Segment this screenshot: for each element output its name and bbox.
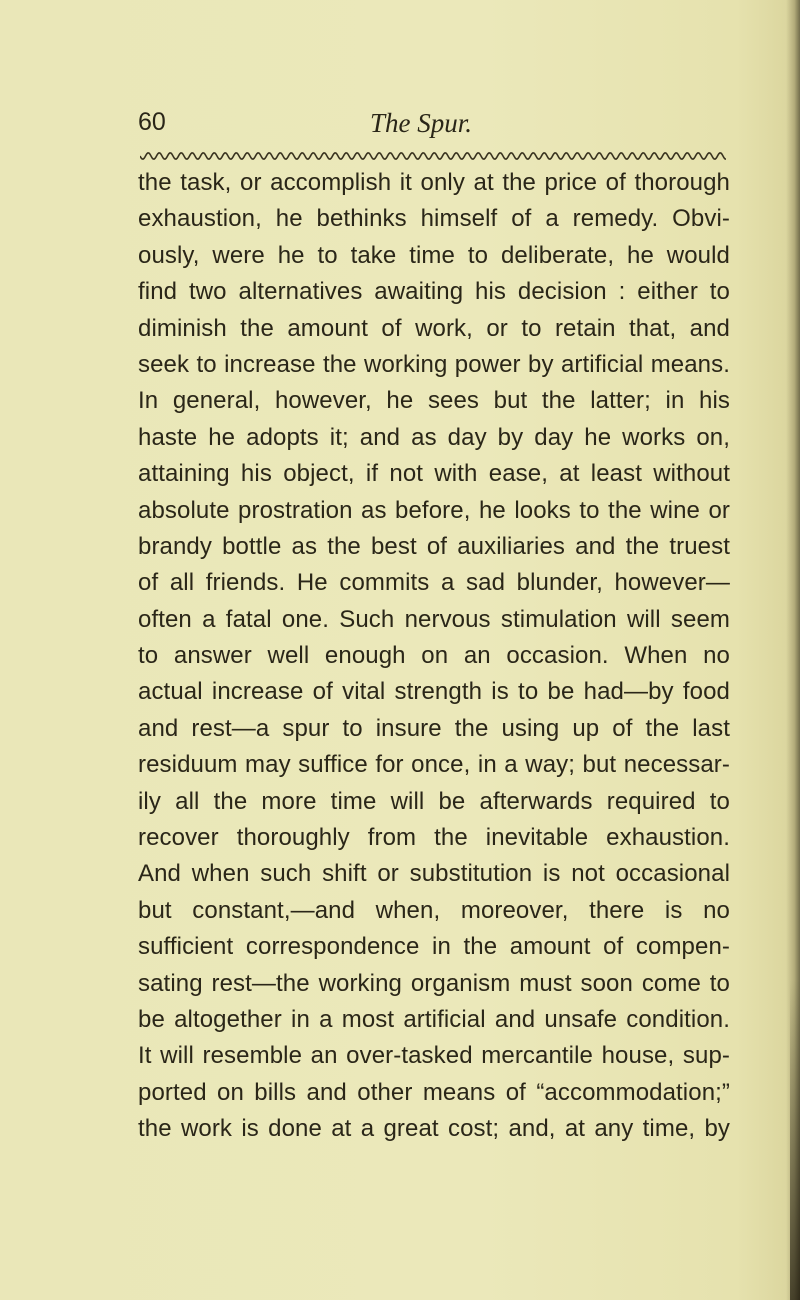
- text-line: actual increase of vital strength is to be had—by food: [138, 678, 730, 706]
- running-title: The Spur.: [370, 108, 473, 138]
- text-line: ported on bills and other means of “accommodation;”: [138, 1078, 730, 1106]
- text-line: recover thoroughly from the inevitable exhaustion.: [138, 824, 730, 852]
- page-number: 60: [138, 108, 166, 136]
- text-line: of all friends. He commits a sad blunder, however—: [138, 569, 730, 597]
- text-line: In general, however, he sees but the latter; in his: [138, 387, 730, 415]
- text-line: diminish the amount of work, or to retain that, and: [138, 314, 730, 342]
- text-line: brandy bottle as the best of auxiliaries and the truest: [138, 532, 730, 560]
- text-line: It will resemble an over-tasked mercantile house, sup-: [138, 1042, 730, 1070]
- text-line: attaining his object, if not with ease, at least without: [138, 460, 730, 488]
- text-line: the work is done at a great cost; and, at any time, by: [138, 1115, 730, 1143]
- ornamental-wavy-rule: [140, 150, 726, 162]
- text-line: ously, were he to take time to deliberate, he would: [138, 241, 730, 269]
- text-line: sufficient correspondence in the amount of compen-: [138, 933, 730, 961]
- text-line: absolute prostration as before, he looks to the wine or: [138, 496, 730, 524]
- running-head: [138, 108, 728, 144]
- text-line: the task, or accomplish it only at the price of thorough: [138, 169, 730, 196]
- text-line: residuum may suffice for once, in a way; but necessar-: [138, 751, 730, 779]
- text-line: to answer well enough on an occasion. When no: [138, 642, 730, 670]
- page-edge-shadow-bottom: [790, 980, 800, 1300]
- text-line: seek to increase the working power by artificial means.: [138, 350, 730, 378]
- text-line: ily all the more time will be afterwards required to: [138, 787, 730, 815]
- text-line: haste he adopts it; and as day by day he works on,: [138, 423, 730, 451]
- text-line: And when such shift or substitution is not occasional: [138, 860, 730, 888]
- body-text: [138, 165, 730, 1148]
- text-line: often a fatal one. Such nervous stimulation will seem: [138, 605, 730, 633]
- text-line: exhaustion, he bethinks himself of a remedy. Obvi-: [138, 205, 730, 233]
- text-line: be altogether in a most artificial and unsafe condition.: [138, 1005, 730, 1033]
- text-line: and rest—a spur to insure the using up of the last: [138, 714, 730, 742]
- text-line: but constant,—and when, moreover, there is no: [138, 896, 730, 924]
- text-line: find two alternatives awaiting his decision : either to: [138, 278, 730, 306]
- text-line: sating rest—the working organism must soon come to: [138, 969, 730, 997]
